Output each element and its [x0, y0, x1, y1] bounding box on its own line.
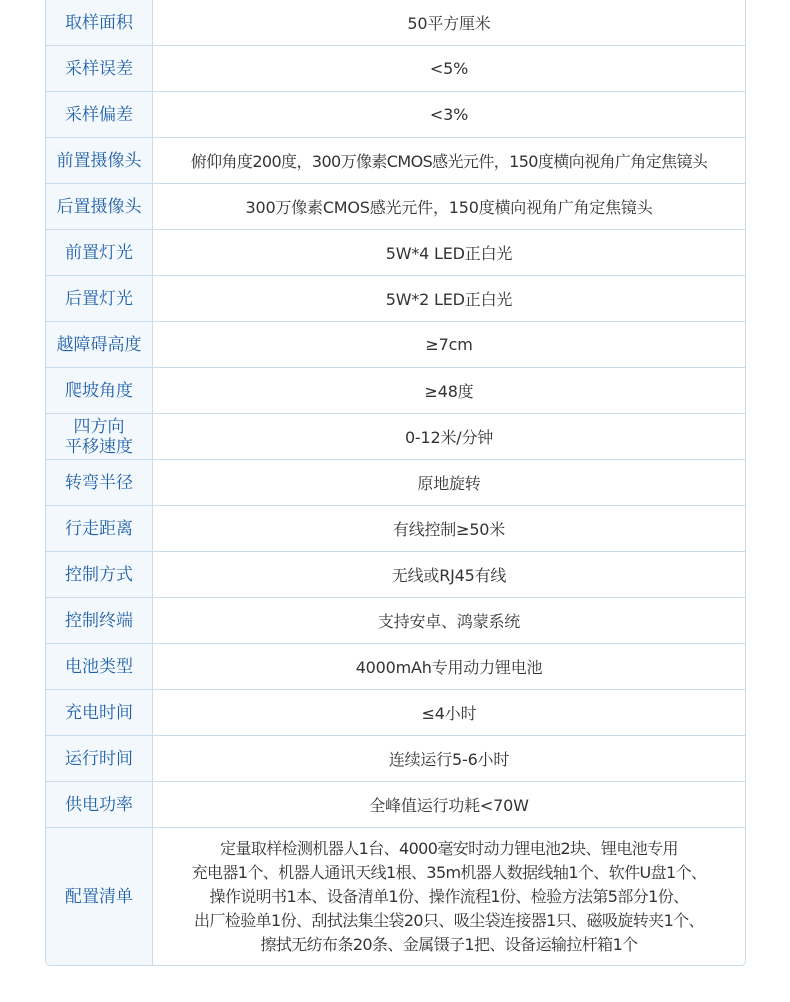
spec-value: 全峰值运行功耗<70W — [369, 796, 529, 815]
spec-value: 50平方厘米 — [407, 14, 491, 33]
spec-row-control-terminal — [46, 597, 745, 643]
spec-row-climb-angle — [46, 367, 745, 413]
spec-value: 4000mAh专用动力锂电池 — [355, 658, 543, 677]
spec-row-sampling-deviation — [46, 91, 745, 137]
spec-label: 电池类型 — [46, 644, 153, 689]
spec-label: 取样面积 — [46, 0, 153, 45]
spec-row-battery-type — [46, 643, 745, 689]
spec-label: 四方向 平移速度 — [46, 414, 153, 459]
spec-row-rear-light — [46, 275, 745, 321]
config-line: 擦拭无纺布条20条、金属镊子1把、设备运输拉杆箱1个 — [260, 934, 638, 954]
spec-value: <3% — [429, 105, 469, 124]
spec-label: 配置清单 — [46, 828, 153, 965]
spec-value: 有线控制≥50米 — [392, 520, 506, 539]
spec-row-sampling-error — [46, 45, 745, 91]
config-line: 操作说明书1本、设备清单1份、操作流程1份、检验方法第5部分1份、 — [209, 886, 689, 906]
spec-label: 供电功率 — [46, 782, 153, 827]
spec-value: 无线或RJ45有线 — [391, 566, 507, 585]
config-line: 定量取样检测机器人1台、4000毫安时动力锂电池2块、锂电池专用 — [220, 838, 678, 858]
config-line: 充电器1个、机器人通讯天线1根、35m机器人数据线轴1个、软件U盘1个、 — [191, 862, 707, 882]
spec-row-sampling-area — [46, 0, 745, 45]
spec-row-power — [46, 781, 745, 827]
spec-label: 控制方式 — [46, 552, 153, 597]
config-line: 出厂检验单1份、刮拭法集尘袋20只、吸尘袋连接器1只、磁吸旋转夹1个、 — [194, 910, 704, 930]
spec-value: 支持安卓、鸿蒙系统 — [377, 612, 521, 631]
spec-value: ≥7cm — [425, 335, 473, 354]
spec-table — [45, 0, 746, 966]
spec-label: 后置灯光 — [46, 276, 153, 321]
spec-label: 前置灯光 — [46, 230, 153, 275]
spec-value: ≤4小时 — [421, 704, 477, 723]
spec-label: 前置摄像头 — [46, 138, 153, 183]
spec-row-obstacle-height — [46, 321, 745, 367]
spec-label: 充电时间 — [46, 690, 153, 735]
spec-row-config-list — [46, 827, 745, 965]
spec-label: 后置摄像头 — [46, 184, 153, 229]
spec-value: ≥48度 — [424, 382, 474, 401]
spec-row-translation-speed — [46, 413, 745, 459]
config-list — [153, 828, 745, 965]
spec-value: 原地旋转 — [417, 474, 481, 493]
spec-value: 俯仰角度200度，300万像素CMOS感光元件，150度横向视角广角定焦镜头 — [190, 152, 708, 171]
spec-value: 连续运行5-6小时 — [388, 750, 510, 769]
spec-value: 5W*4 LED正白光 — [385, 244, 513, 263]
spec-value: 0-12米/分钟 — [404, 428, 494, 447]
spec-value: 5W*2 LED正白光 — [385, 290, 513, 309]
spec-row-travel-distance — [46, 505, 745, 551]
spec-value: 300万像素CMOS感光元件，150度横向视角广角定焦镜头 — [245, 198, 653, 217]
spec-row-turning-radius — [46, 459, 745, 505]
spec-label: 爬坡角度 — [46, 368, 153, 413]
spec-row-control-method — [46, 551, 745, 597]
spec-row-front-light — [46, 229, 745, 275]
spec-label: 控制终端 — [46, 598, 153, 643]
spec-value: <5% — [429, 59, 469, 78]
spec-row-charge-time — [46, 689, 745, 735]
spec-label: 运行时间 — [46, 736, 153, 781]
spec-row-front-camera — [46, 137, 745, 183]
spec-label: 越障碍高度 — [46, 322, 153, 367]
spec-label: 行走距离 — [46, 506, 153, 551]
spec-label: 转弯半径 — [46, 460, 153, 505]
spec-row-run-time — [46, 735, 745, 781]
spec-label: 采样偏差 — [46, 92, 153, 137]
spec-row-rear-camera — [46, 183, 745, 229]
spec-label: 采样误差 — [46, 46, 153, 91]
